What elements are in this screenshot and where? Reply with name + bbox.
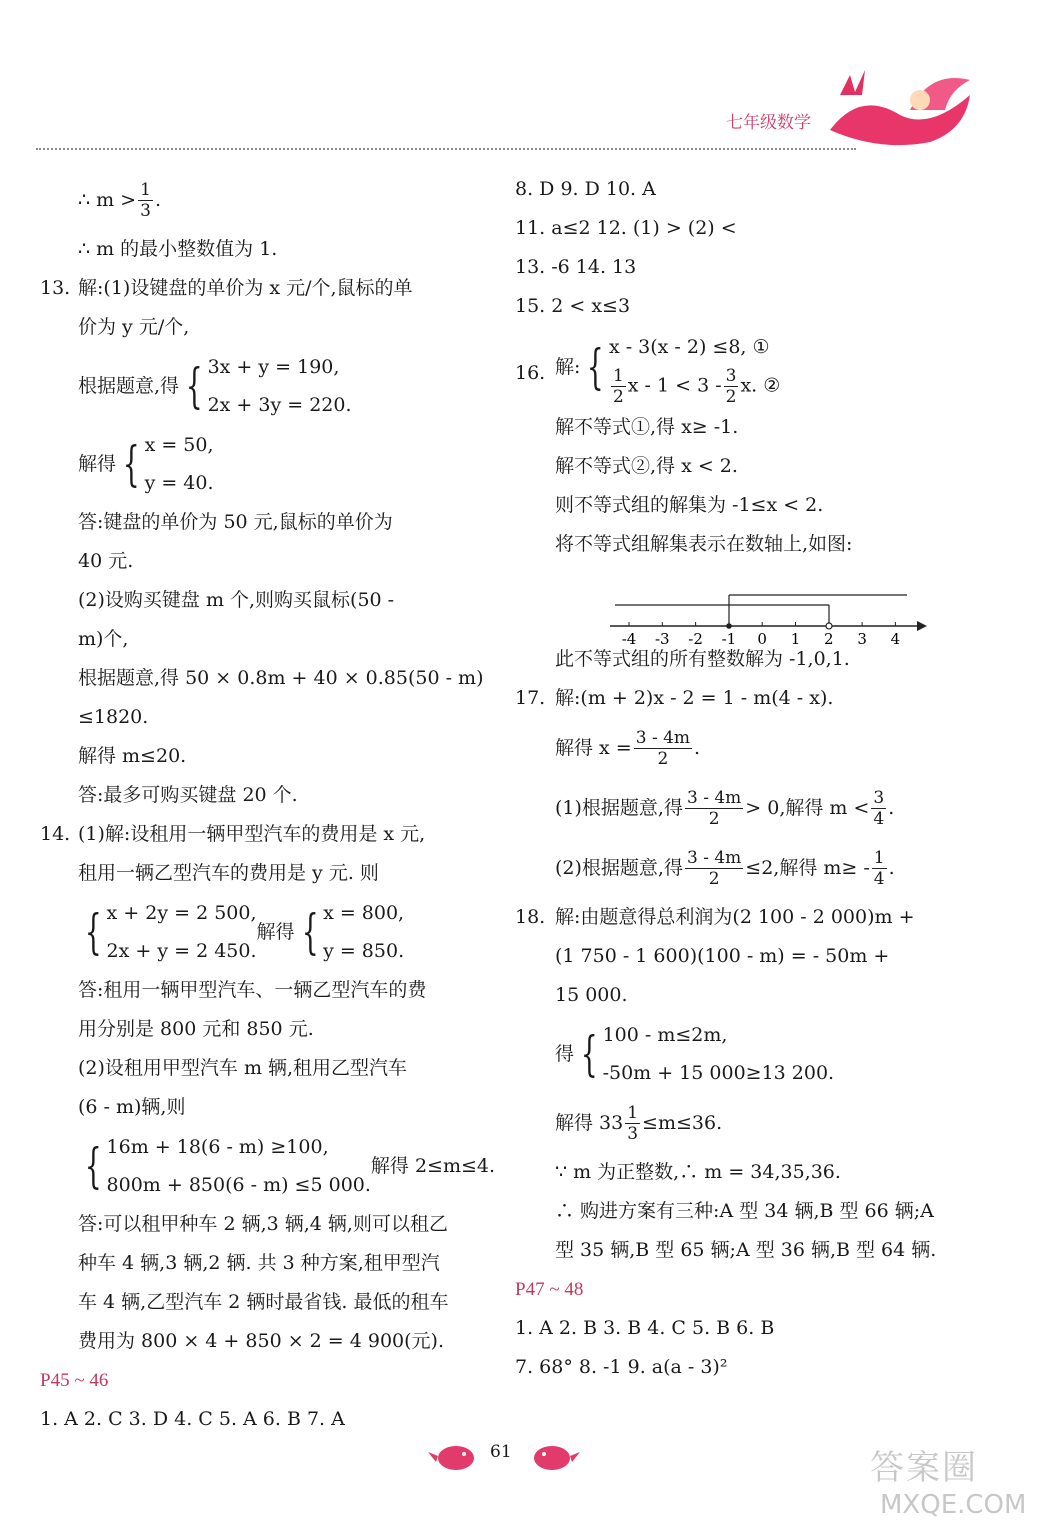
- answer-line: 13. -6 14. 13: [515, 256, 637, 278]
- text-line: ∴ m > $\frac{1}{3}$ .: [78, 179, 161, 221]
- open-point: [826, 623, 832, 629]
- text-line: ∴ 购进方案有三种:A 型 34 辆,B 型 66 辆;A: [555, 1200, 934, 1222]
- text-line: (1 750 - 1 600)(100 - m) = - 50m +: [555, 945, 890, 967]
- text-line: 答:可以租甲种车 2 辆,3 辆,4 辆,则可以租乙: [78, 1213, 448, 1235]
- tick-label: 1: [790, 630, 801, 648]
- number-line-diagram: [605, 590, 935, 650]
- answer-line: 15. 2 < x≤3: [515, 295, 631, 317]
- page-number: 61: [490, 1442, 512, 1462]
- equation-system: 根据题意,得 { 3x + y = 190, 2x + 3y = 220.: [78, 356, 352, 416]
- answer-line: 7. 68° 8. -1 9. a(a - 3)²: [515, 1356, 728, 1378]
- text-line: 租用一辆乙型汽车的费用是 y 元. 则: [78, 862, 379, 884]
- watermark-logo: 答案圈: [870, 1448, 978, 1488]
- text-line: 解不等式①,得 x≥ -1.: [555, 416, 739, 438]
- tick-label: -4: [621, 630, 637, 648]
- text-line: 型 35 辆,B 型 65 辆;A 型 36 辆,B 型 64 辆.: [555, 1239, 937, 1261]
- answer-line: 11. a≤2 12. (1) > (2) <: [515, 217, 737, 239]
- text-line: 价为 y 元/个,: [78, 316, 190, 338]
- text-line: 15 000.: [555, 984, 628, 1006]
- text-line: 用分别是 800 元和 850 元.: [78, 1018, 314, 1040]
- equation-line: (2)根据题意,得 $\frac{3 - 4m}{2}$ ≤2,解得 m≥ - $\frac{1}{4}$ .: [555, 847, 895, 889]
- watermark-url: MXQE.COM: [880, 1490, 1027, 1520]
- problem-16-system: 16. 解: { x - 3(x - 2) ≤8, ① $\frac{1}{2}$ x - 1 < 3 - $\frac{3}{2}$ x. ②: [515, 335, 781, 407]
- surfer-mascot-icon: [820, 60, 980, 150]
- text-line: ∵ m 为正整数,∴ m = 34,35,36.: [555, 1161, 841, 1183]
- section-heading: P47 ~ 48: [515, 1279, 584, 1300]
- equation-line: (1)根据题意,得 $\frac{3 - 4m}{2}$ > 0,解得 m < $\frac{3}{4}$ .: [555, 787, 895, 829]
- text-line: 40 元.: [78, 550, 134, 572]
- tick-label: 3: [857, 630, 867, 648]
- text-line: 解得 m≤20.: [78, 745, 187, 767]
- text-line: 解不等式②,得 x < 2.: [555, 455, 738, 477]
- header-label: 七年级数学: [726, 113, 811, 133]
- equation-line: 解得 33 $\frac{1}{3}$ ≤m≤36.: [555, 1102, 723, 1144]
- answer-line: 1. A 2. B 3. B 4. C 5. B 6. B: [515, 1317, 775, 1339]
- tick-label: 4: [890, 630, 901, 648]
- text-line: ≤1820.: [78, 706, 149, 728]
- equation-system: 解得 { x = 50, y = 40.: [78, 434, 214, 494]
- text-line: ∴ m 的最小整数值为 1.: [78, 238, 278, 260]
- text-line: 此不等式组的所有整数解为 -1,0,1.: [555, 648, 850, 670]
- bird-icon: [428, 1438, 478, 1472]
- text-line: 费用为 800 × 4 + 850 × 2 = 4 900(元).: [78, 1330, 445, 1352]
- tick-label: -1: [721, 630, 737, 648]
- text-line: (2)设购买键盘 m 个,则购买鼠标(50 -: [78, 589, 395, 611]
- problem-14-line: 14. (1)解:设租用一辆甲型汽车的费用是 x 元,: [40, 823, 426, 845]
- text-line: (6 - m)辆,则: [78, 1096, 186, 1118]
- tick-label: 0: [757, 630, 767, 648]
- text-line: 将不等式组解集表示在数轴上,如图:: [555, 533, 853, 555]
- problem-17-line: 17. 解:(m + 2)x - 2 = 1 - m(4 - x).: [515, 687, 834, 709]
- section-heading: P45 ~ 46: [40, 1370, 109, 1391]
- equation-line: 解得 x = $\frac{3 - 4m}{2}$ .: [555, 727, 701, 769]
- closed-point: [726, 623, 732, 629]
- problem-18-line: 18. 解:由题意得总利润为(2 100 - 2 000)m +: [515, 906, 915, 928]
- fraction: $\frac{1}{3}$: [140, 179, 151, 221]
- equation-system: { x + 2y = 2 500, 2x + y = 2 450. 解得 { x = 800, y = 850.: [84, 902, 405, 962]
- tick-label: 2: [824, 630, 834, 648]
- text-line: (2)设租用甲型汽车 m 辆,租用乙型汽车: [78, 1057, 408, 1079]
- inequality-system: { 16m + 18(6 - m) ≥100, 800m + 850(6 - m) ≤5 000. 解得 2≤m≤4.: [84, 1136, 496, 1196]
- inequality-system: 得 { 100 - m≤2m, -50m + 15 000≥13 200.: [555, 1024, 835, 1084]
- problem-13-line: 13. 解:(1)设键盘的单价为 x 元/个,鼠标的单: [40, 277, 413, 299]
- text-line: 根据题意,得 50 × 0.8m + 40 × 0.85(50 - m): [78, 667, 484, 689]
- right-column: [515, 170, 995, 1387]
- bird-icon: [530, 1438, 580, 1472]
- text-line: 答:键盘的单价为 50 元,鼠标的单价为: [78, 511, 393, 533]
- left-column: [40, 170, 510, 1439]
- text-line: m)个,: [78, 628, 129, 650]
- text-line: 则不等式组的解集为 -1≤x < 2.: [555, 494, 824, 516]
- text-line: 答:租用一辆甲型汽车、一辆乙型汽车的费: [78, 979, 427, 1001]
- header-divider: [36, 148, 856, 150]
- text-line: 种车 4 辆,3 辆,2 辆. 共 3 种方案,租甲型汽: [78, 1252, 440, 1274]
- text-line: 答:最多可购买键盘 20 个.: [78, 784, 298, 806]
- tick-label: -3: [654, 630, 670, 648]
- answer-line: 1. A 2. C 3. D 4. C 5. A 6. B 7. A: [40, 1408, 345, 1430]
- answer-line: 8. D 9. D 10. A: [515, 178, 656, 200]
- text-line: 车 4 辆,乙型汽车 2 辆时最省钱. 最低的租车: [78, 1291, 449, 1313]
- tick-label: -2: [688, 630, 703, 648]
